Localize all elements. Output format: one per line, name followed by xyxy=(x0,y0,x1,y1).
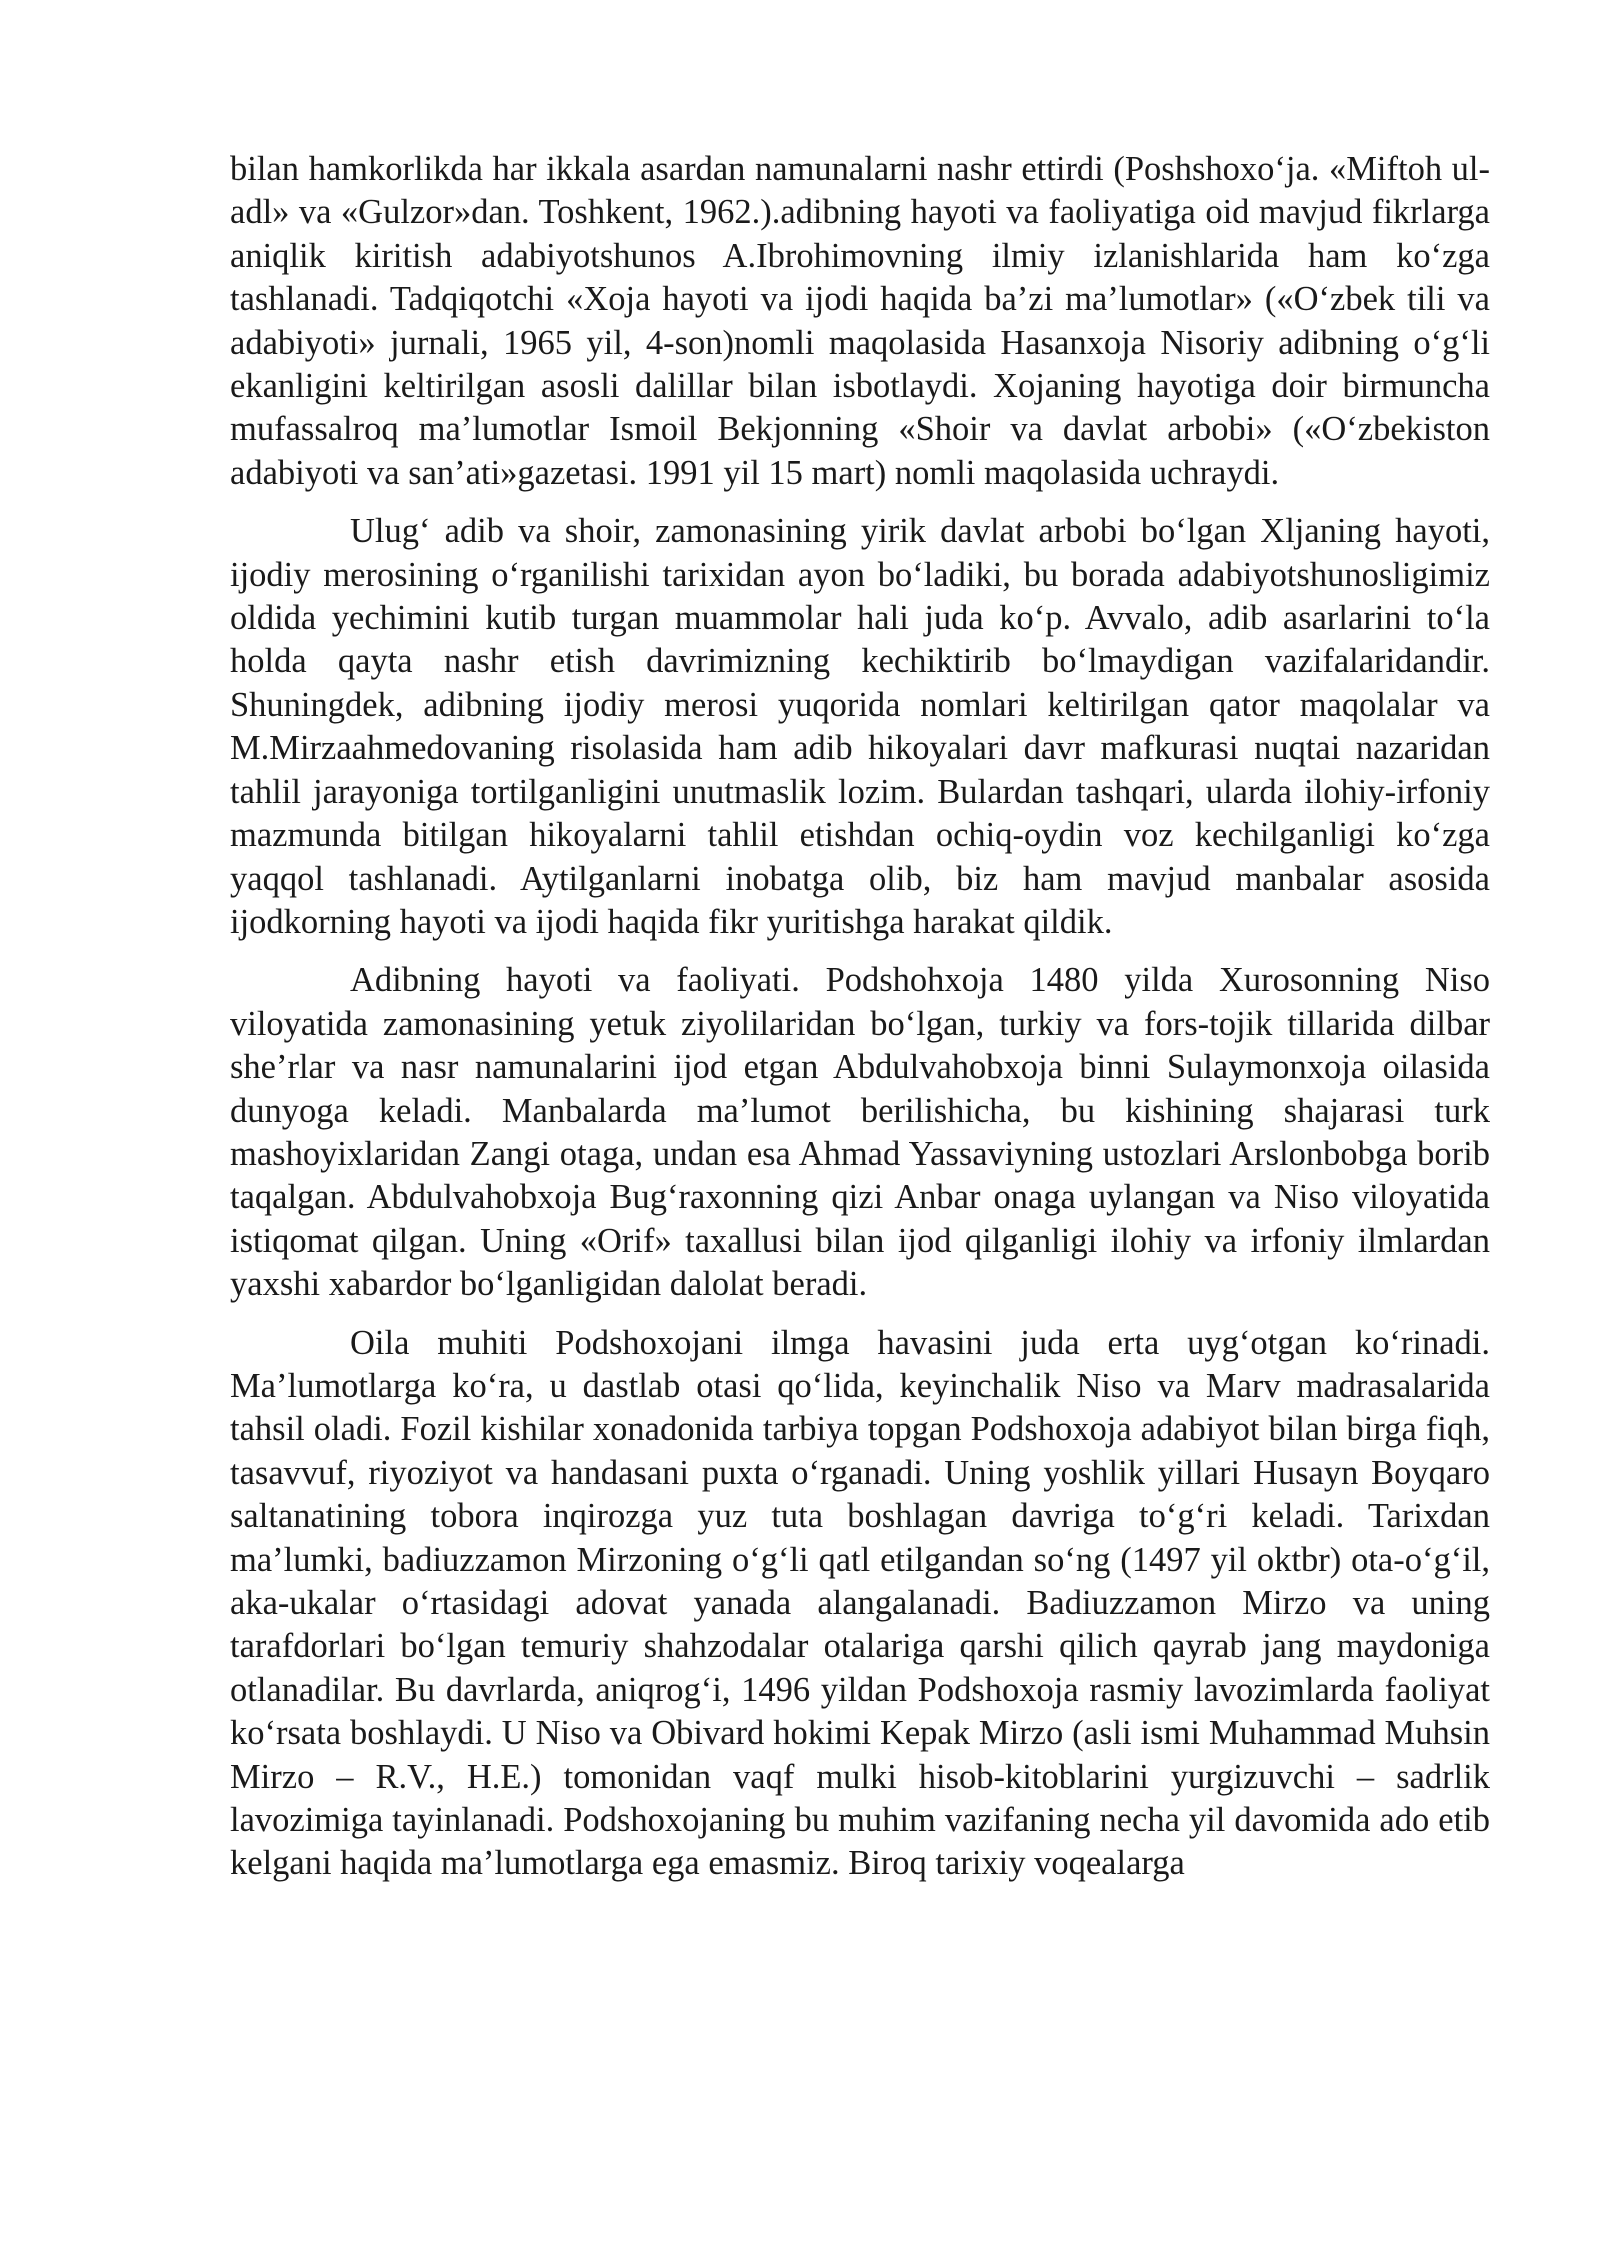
paragraph-life-and-activity: Adibning hayoti va faoliyati. Podshohxoja 1480 yilda Xurosonning Niso viloyatida zamonasining yetuk ziyolilaridan bo‘lgan, turkiy va fors-tojik tillarida dilbar she’rlar va nasr namunalarini ijod etgan Abdulvahobxoja binni Sulaymonxoja oilasida dunyoga keladi. Manbalarda ma’lumot berilishicha, bu kishining shajarasi turk mashoyixlaridan Zangi otaga, undan esa Ahmad Yassaviyning ustozlari Arslonbobga borib taqalgan. Abdulvahobxoja Bug‘raxonning qizi Anbar onaga uylangan va Niso viloyatida istiqomat qilgan. Uning «Orif» taxallusi bilan ijod qilganligi ilohiy va irfoniy ilmlardan yaxshi xabardor bo‘lganligidan dalolat beradi. xyxy=(230,961,1490,1304)
paragraph-family-environment: Oila muhiti Podshoxojani ilmga havasini juda erta uyg‘otgan ko‘rinadi. Ma’lumotlarga ko‘ra, u dastlab otasi qo‘lida, keyinchalik Niso va Marv madrasalarida tahsil oladi. Fozil kishilar xonadonida tarbiya topgan Podshoxoja adabiyot bilan birga fiqh, tasavvuf, riyoziyot va handasani puxta o‘rganadi. Uning yoshlik yillari Husayn Boyqaro saltanatining tobora inqirozga yuz tuta boshlagan davriga to‘g‘ri keladi. Tarixdan ma’lumki, badiuzzamon Mirzoning o‘g‘li qatl etilgandan so‘ng (1497 yil oktbr) ota-o‘g‘il, aka-ukalar o‘rtasidagi adovat yanada alangalanadi. Badiuzzamon Mirzo va uning tarafdorlari bo‘lgan temuriy shahzodalar otalariga qarshi qilich qayrab jang maydoniga otlanadilar. Bu davrlarda, aniqrog‘i, 1496 yildan Podshoxoja rasmiy lavozimlarda faoliyat ko‘rsata boshlaydi. U Niso va Obivard hokimi Kepak Mirzo (asli ismi Muhammad Muhsin Mirzo – R.V., H.E.) tomonidan vaqf mulki hisob-kitoblarini yurgizuvchi – sadrlik lavozimiga tayinlanadi. Podshoxojaning bu muhim vazifaning necha yil davomida ado etib kelgani haqida ma’lumotlarga ega emasmiz. Biroq tarixiy voqealarga xyxy=(230,1323,1490,1883)
paragraph-research-problems: Ulug‘ adib va shoir, zamonasining yirik davlat arbobi bo‘lgan Xljaning hayoti, ijodiy merosining o‘rganilishi tarixidan ayon bo‘ladiki, bu borada adabiyotshunosligimiz oldida yechimini kutib turgan muammolar hali juda ko‘p. Avvalo, adib asarlarini to‘la holda qayta nashr etish davrimizning kechiktirib bo‘lmaydigan vazifalaridandir. Shuningdek, adibning ijodiy merosi yuqorida nomlari keltirilgan qator maqolalar va M.Mirzaahmedovaning risolasida ham adib hikoyalari davr mafkurasi nuqtai nazaridan tahlil jarayoniga tortilganligini unutmaslik lozim. Bulardan tashqari, ularda ilohiy-irfoniy mazmunda bitilgan hikoyalarni tahlil etishdan ochiq-oydin voz kechilganligi ko‘zga yaqqol tashlanadi. Aytilganlarni inobatga olib, biz ham mavjud manbalar asosida ijodkorning hayoti va ijodi haqida fikr yuritishga harakat qildik. xyxy=(230,512,1490,941)
body-text xyxy=(230,148,1490,1901)
paragraph-continued: bilan hamkorlikda har ikkala asardan namunalarni nashr ettirdi (Poshshoxo‘ja. «Miftoh ul-adl» va «Gulzor»dan. Toshkent, 1962.).adibning hayoti va faoliyatiga oid mavjud fikrlarga aniqlik kiritish adabiyotshunos A.Ibrohimovning ilmiy izlanishlarida ham ko‘zga tashlanadi. Tadqiqotchi «Xoja hayoti va ijodi haqida ba’zi ma’lumotlar» («O‘zbek tili va adabiyoti» jurnali, 1965 yil, 4-son)nomli maqolasida Hasanxoja Nisoriy adibning o‘g‘li ekanligini keltirilgan asosli dalillar bilan isbotlaydi. Xojaning hayotiga doir birmuncha mufassalroq ma’lumotlar Ismoil Bekjonning «Shoir va davlat arbobi» («O‘zbekiston adabiyoti va san’ati»gazetasi. 1991 yil 15 mart) nomli maqolasida uchraydi. xyxy=(230,150,1490,492)
